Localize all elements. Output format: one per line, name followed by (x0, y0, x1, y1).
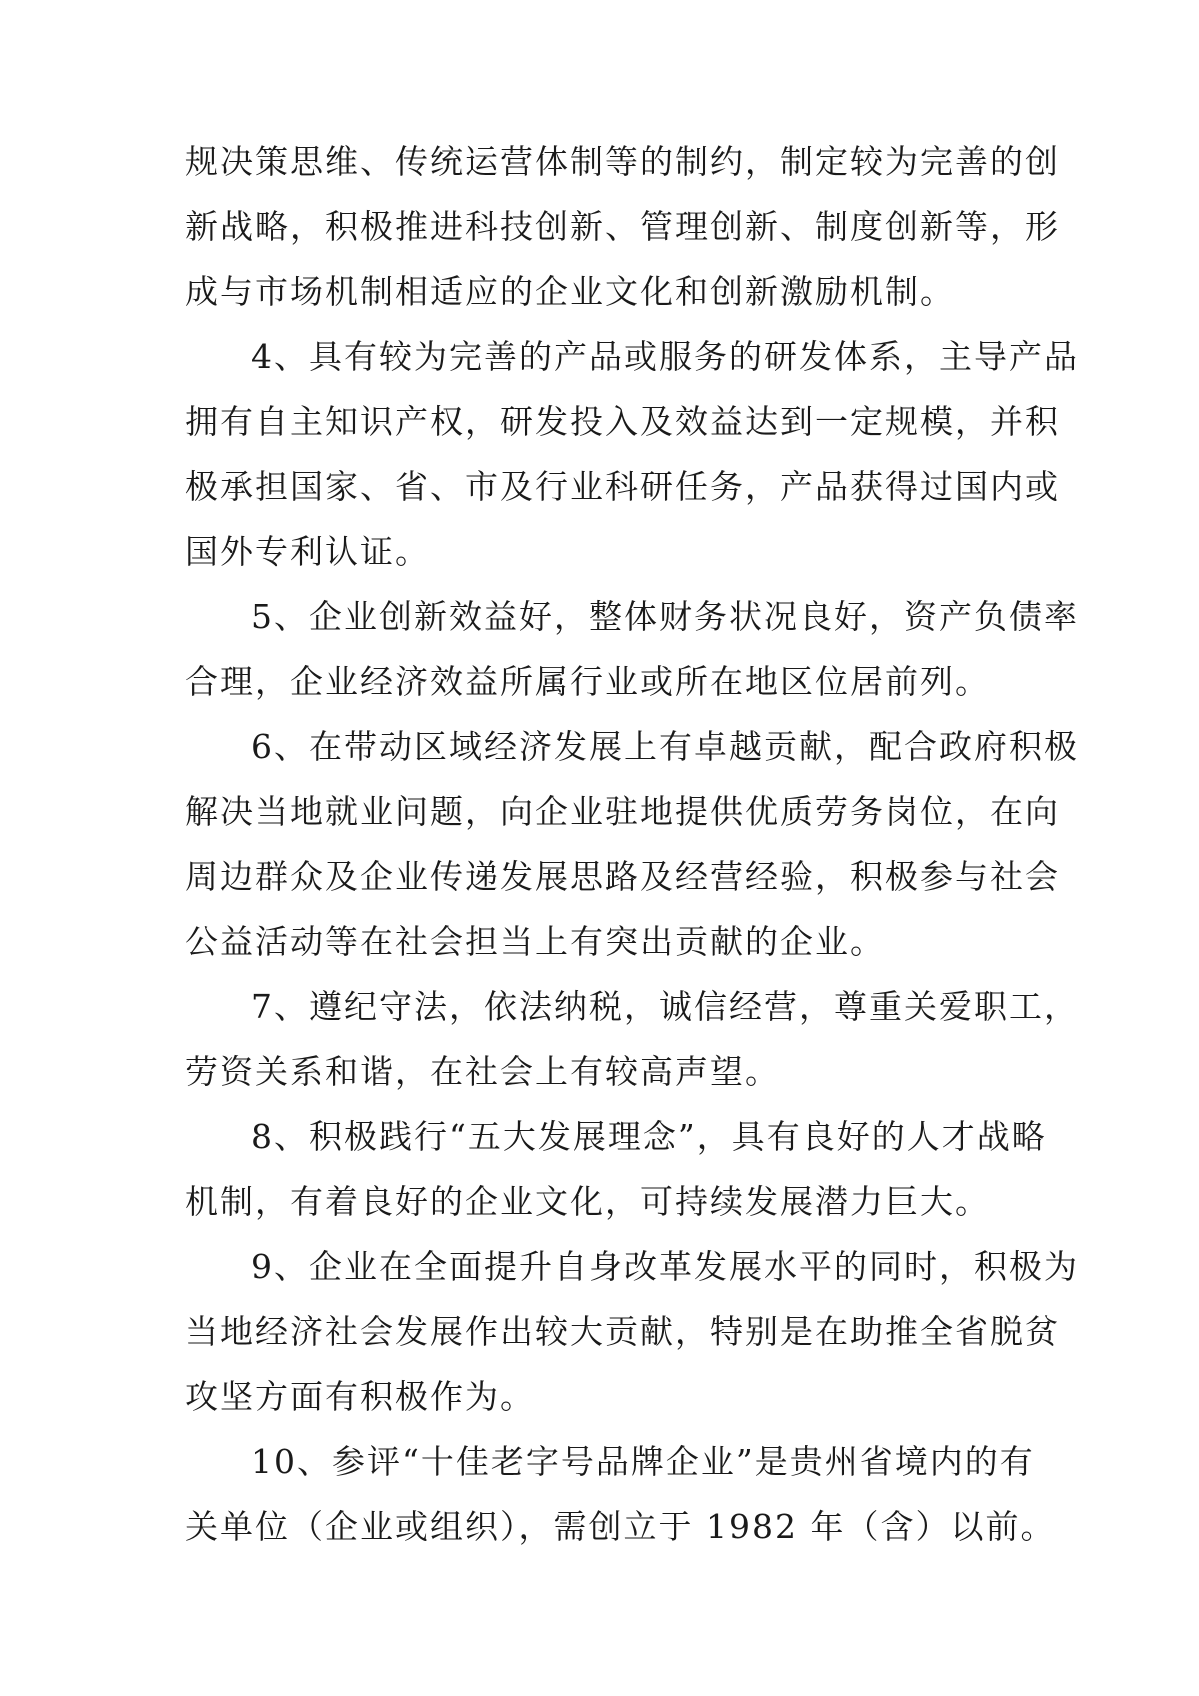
paragraph-line: 合理，企业经济效益所属行业或所在地区位居前列。 (185, 662, 990, 701)
paragraph-line: 劳资关系和谐，在社会上有较高声望。 (185, 1052, 780, 1091)
paragraph-line: 5、企业创新效益好，整体财务状况良好，资产负债率 (251, 597, 1079, 636)
paragraph-line: 新战略，积极推进科技创新、管理创新、制度创新等，形 (185, 207, 1060, 246)
paragraph-line: 公益活动等在社会担当上有突出贡献的企业。 (185, 922, 885, 961)
paragraph-line: 国外专利认证。 (185, 532, 430, 571)
paragraph-line: 7、遵纪守法，依法纳税，诚信经营，尊重关爱职工， (251, 987, 1079, 1026)
paragraph-line: 周边群众及企业传递发展思路及经营经验，积极参与社会 (185, 857, 1060, 896)
paragraph-line: 8、积极践行“五大发展理念”，具有良好的人才战略 (251, 1117, 1047, 1156)
paragraph-line: 解决当地就业问题，向企业驻地提供优质劳务岗位，在向 (185, 792, 1060, 831)
paragraph-line: 规决策思维、传统运营体制等的制约，制定较为完善的创 (185, 142, 1060, 181)
paragraph-line: 拥有自主知识产权，研发投入及效益达到一定规模，并积 (185, 402, 1060, 441)
paragraph-line: 极承担国家、省、市及行业科研任务，产品获得过国内或 (185, 467, 1060, 506)
paragraph-line: 关单位（企业或组织），需创立于 1982 年（含）以前。 (185, 1507, 1056, 1546)
paragraph-line: 4、具有较为完善的产品或服务的研发体系，主导产品 (251, 337, 1079, 376)
paragraph-line: 攻坚方面有积极作为。 (185, 1377, 535, 1416)
paragraph-line: 当地经济社会发展作出较大贡献，特别是在助推全省脱贫 (185, 1312, 1060, 1351)
paragraph-line: 成与市场机制相适应的企业文化和创新激励机制。 (185, 272, 955, 311)
paragraph-line: 6、在带动区域经济发展上有卓越贡献，配合政府积极 (251, 727, 1079, 766)
paragraph-line: 机制，有着良好的企业文化，可持续发展潜力巨大。 (185, 1182, 990, 1221)
paragraph-line: 9、企业在全面提升自身改革发展水平的同时，积极为 (251, 1247, 1079, 1286)
paragraph-line: 10、参评“十佳老字号品牌企业”是贵州省境内的有 (251, 1442, 1035, 1481)
